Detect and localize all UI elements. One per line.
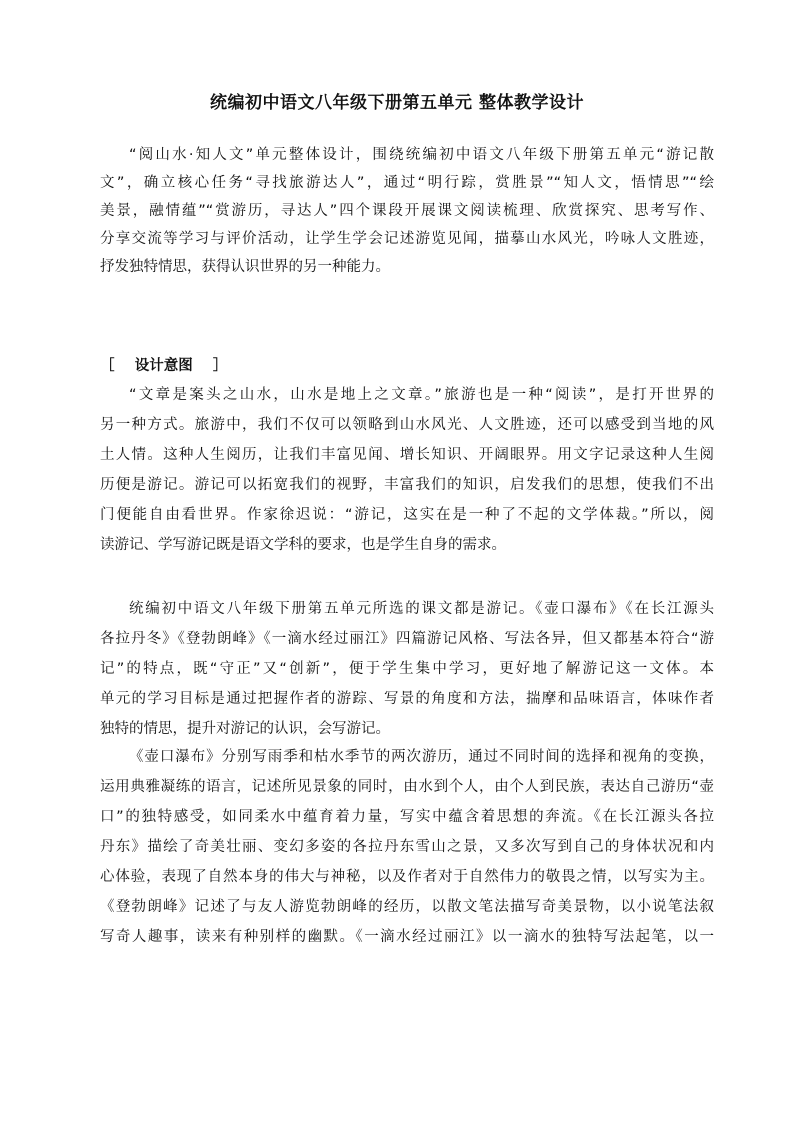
intro-line: 文”，确立核心任务“寻找旅游达人”，通过“明行踪，赏胜景”“知人文，悟情思”“绘 [100,175,714,191]
body-paragraph [100,594,714,744]
section-heading-design-intent: ［ 设计意图 ］ [100,358,228,374]
intro-line: 分享交流等学习与评价活动，让学生学会记述游览见闻，描摹山水风光，吟咏人文胜迹， [100,231,714,247]
paragraph-line: 单元的学习目标是通过把握作者的游踪、写景的角度和方法，揣摩和品味语言，体味作者 [100,691,714,707]
paragraph-line: “文章是案头之山水，山水是地上之文章。”旅游也是一种“阅读”，是打开世界的 [129,387,714,403]
paragraph-line: 另一种方式。旅游中，我们不仅可以领略到山水风光、人文胜迹，还可以感受到当地的风 [100,417,714,433]
paragraph-line: 写奇人趣事，读来有种别样的幽默。《一滴水经过丽江》以一滴水的独特写法起笔，以一 [100,929,714,945]
intro-line: 抒发独特情思，获得认识世界的另一种能力。 [100,259,390,275]
paragraph-line: 独特的情思，提升对游记的认识，会写游记。 [100,721,390,737]
paragraph-line: 土人情。这种人生阅历，让我们丰富见闻、增长知识、开阔眼界。用文字记录这种人生阅 [100,447,714,463]
paragraph-line: 《壶口瀑布》分别写雨季和枯水季节的两次游历，通过不同时间的选择和视角的变换， [129,749,714,765]
paragraph-line: 读游记、学写游记既是语文学科的要求，也是学生自身的需求。 [100,537,506,553]
paragraph-line: 丹东》描绘了奇美壮丽、变幻多姿的各拉丹东雪山之景，又多次写到自己的身体状况和内 [100,839,714,855]
paragraph-line: 运用典雅凝练的语言，记述所见景象的同时，由水到个人，由个人到民族，表达自己游历“壶 [100,779,714,795]
paragraph-line: 各拉丹冬》《登勃朗峰》《一滴水经过丽江》四篇游记风格、写法各异，但又都基本符合“游 [100,631,714,647]
paragraph-line: 历便是游记。游记可以拓宽我们的视野，丰富我们的知识，启发我们的思想，使我们不出 [100,477,714,493]
paragraph-line: 记”的特点，既“守正”又“创新”，便于学生集中学习，更好地了解游记这一文体。本 [100,661,714,677]
paragraph-line: 口”的独特感受，如同柔水中蕴育着力量，写实中蕴含着思想的奔流。《在长江源头各拉 [100,809,714,825]
paragraph-line: 《登勃朗峰》记述了与友人游览勃朗峰的经历，以散文笔法描写奇美景物，以小说笔法叙 [100,899,714,915]
body-paragraph [100,380,714,560]
intro-paragraph [100,141,714,281]
intro-line: 美景，融情蕴”“赏游历，寻达人”四个课段开展课文阅读梳理、欣赏探究、思考写作、 [100,203,714,219]
intro-line: “阅山水·知人文”单元整体设计，围绕统编初中语文八年级下册第五单元“游记散 [129,147,714,163]
document-title: 统编初中语文八年级下册第五单元 整体教学设计 [210,93,584,113]
paragraph-line: 门便能自由看世界。作家徐迟说：“游记，这实在是一种了不起的文学体裁。”所以，阅 [100,507,714,523]
body-paragraph [100,742,714,952]
paragraph-line: 心体验，表现了自然本身的伟大与神秘，以及作者对于自然伟力的敬畏之情，以写实为主。 [100,869,714,885]
paragraph-line: 统编初中语文八年级下册第五单元所选的课文都是游记。《壶口瀑布》《在长江源头 [129,601,714,617]
